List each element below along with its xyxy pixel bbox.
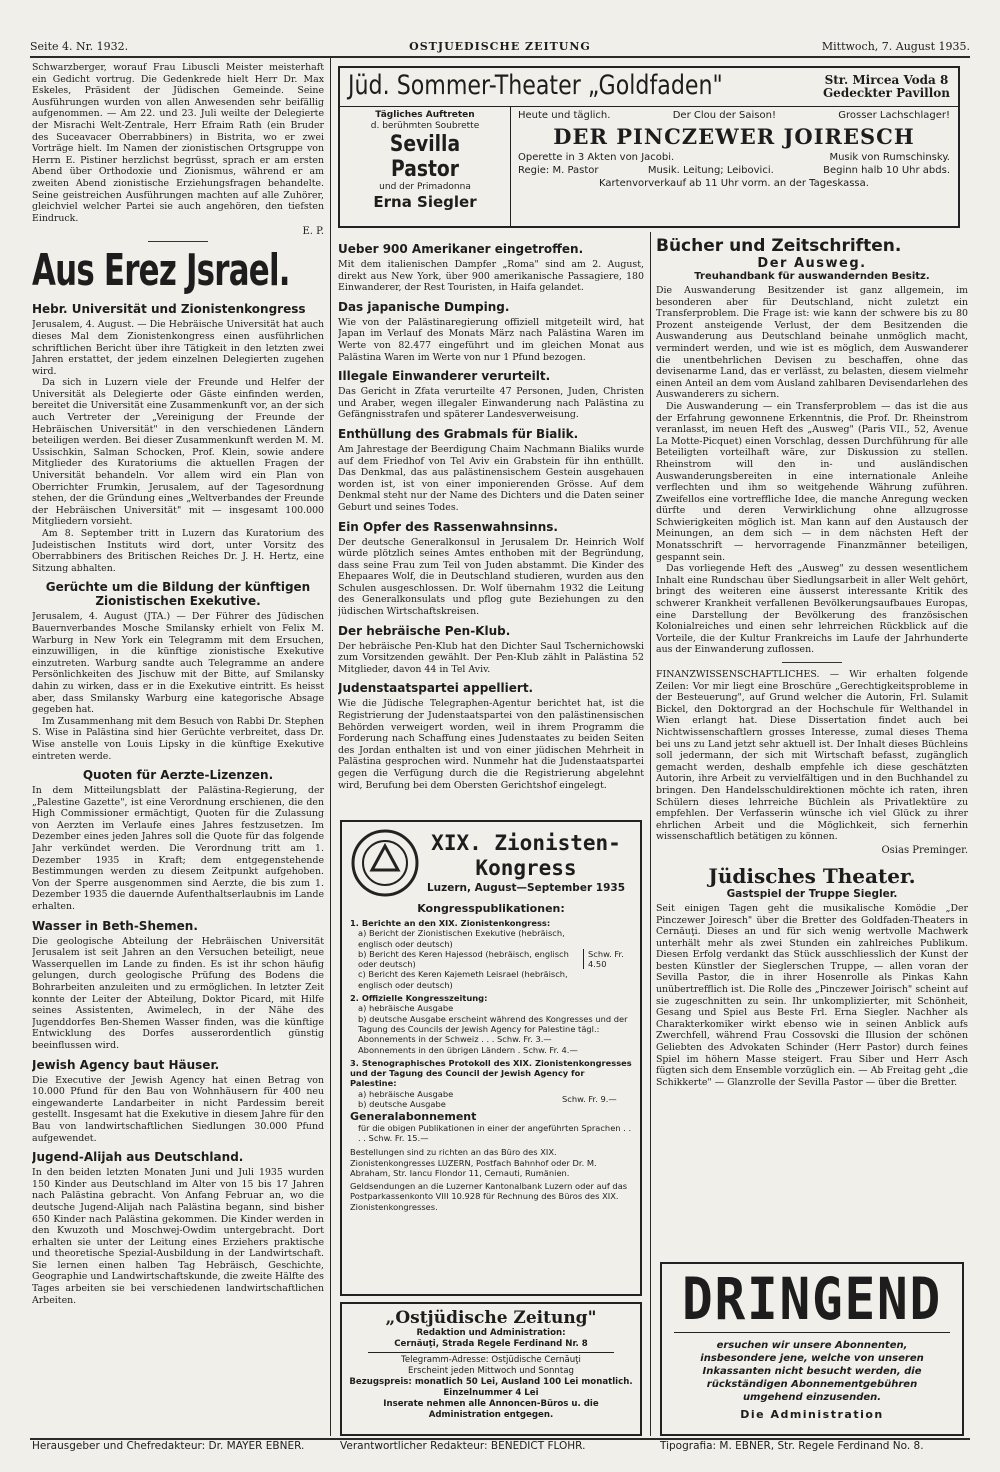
issue-date: Mittwoch, 7. August 1935. — [821, 40, 970, 53]
program-line: Kartenvorverkauf ab 11 Uhr vorm. an der Tageskassa. — [599, 178, 869, 189]
left-column — [32, 62, 324, 1434]
footer-publisher: Herausgeber und Chefredakteur: Dr. MAYER EBNER. — [32, 1440, 305, 1452]
impressum-line: Inserate nehmen alle Annoncen-Büros u. die Administration entgegen. — [383, 1399, 599, 1420]
article-paragraph: Das Gericht in Zfata verurteilte 47 Personen, Juden, Christen und Araber, wegen illegaler Einwanderung nach Palästina zu Gefängnisstrafen und späterer Landesverweisung. — [338, 386, 644, 421]
article-paragraph: Die Auswanderung Besitzender ist ganz allgemein, im besonderen aber für Deutschland, nicht zuletzt ein Transferproblem. Die Frage ist: wie kann der schwere bis zu 80 Prozent ansteigende Verlust, der dem Besitzenden die Auswanderung aus Deutschland beinahe unmöglich macht, vermindert werden, und wie ist es möglich, dem Auswanderer die unentbehrlichen Devisen zu beschaffen, ohne das devisenarme Land, das er verlässt, zu belasten, diesem vielmehr einen Anteil an dem vom Ausland zahlbaren Devisendarlehen des Auswanderers zu sichern. — [656, 285, 968, 401]
article-paragraph: FINANZWISSENSCHAFTLICHES. — Wir erhalten folgende Zeilen: Vor mir liegt eine Broschüre „Gerechtigkeitsprobleme in der Besteuerung", auf Grund welcher die Autorin, Frl. Sulamit Bickel, den Doktorgrad an der Hochschule für Welthandel in Wien erlangt hat. Diese Dissertation findet auch bei Nichtwissenschaftlern grosses Interesse, zumal dieses Thema bei uns zu Land jetzt sehr aktuell ist. Der Inhalt dieses Büchleins soll jedermann, der sich mit Wirtschaft befasst, zugänglich gemacht werden, deshalb empfehle ich diese geschätzten Autorin, ihre Arbeit zu vervielfältigen und in den Buchhandel zu bringen. Den Handelsschuldirektionen möchte ich raten, ihren Schülern dieses lehrreiche Büchlein als Privatlektüre zu empfehlen. Der Verfasserin wünsche ich viel Glück zu ihrer ehrlichen Arbeit und die Möglichkeit, sich fernerhin wissenschaftlich betätigen zu können. — [656, 669, 968, 843]
footer-printer: Tipografia: M. EBNER, Str. Regele Ferdinand No. 8. — [660, 1440, 924, 1452]
article-heading: Illegale Einwanderer verurteilt. — [338, 369, 551, 384]
article-paragraph: Das vorliegende Heft des „Ausweg" zu dessen wesentlichem Inhalt eine Rundschau über Siedlungsarbeit in aller Welt gehört, bringt des weiteren eine äusserst interessante Kritik des schwerer Krankheit verfallenen Bevölkerungsaufbaues Europas, eine Darstellung der Bevölkerung des französischen Kolonialreiches und einen sehr lehrreichen Rückblick auf die Vorteile, die der Kultur Frankreichs im Laufe der Jahrhunderte aus der Einwanderung zuflossen. — [656, 563, 968, 656]
program-line: Beginn halb 10 Uhr abds. — [823, 165, 950, 176]
article-paragraph: Der hebräische Pen-Klub hat den Dichter Saul Tschernichowski zum Vorsitzenden gewählt. Der Pen-Klub zählt in Palästina 52 Mitglieder, davon 44 in Tel Aviv. — [338, 640, 644, 675]
kongress-item: Generalabonnement — [350, 1110, 477, 1124]
article-paragraph: Jerusalem, 4. August. — Die Hebräische Universität hat auch dieses Mal dem Zionistenkongress einen ausführlichen schriftlichen Bericht über ihre Tätigkeit in den letzten zwei Jahren erstattet, der jedem einzelnen Delegierten zugehen wird. — [32, 319, 324, 377]
kongress-item: b) Bericht des Keren Hajessod (hebräisch, englisch oder deutsch) — [358, 948, 569, 970]
article-signature: Osias Preminger. — [881, 844, 968, 856]
article-paragraph: Wie von der Palästinaregierung offiziell mitgeteilt wird, hat Japan im Verlauf des Monats März nach Palästina Waren im Werte von 82.477 eingeführt und im gleichen Monat aus Palästina Waren im Werte von nur 1 Pfund bezogen. — [338, 316, 644, 363]
column-rule-left — [330, 58, 331, 1436]
kongress-list — [350, 918, 632, 1212]
divider — [782, 662, 842, 663]
article-paragraph: Jerusalem, 4. August (JTA.) — Der Führer des Jüdischen Bauernverbandes Mosche Smilansky erhielt von Felix M. Warburg in New York ein Telegramm mit dem Ersuchen, einzuwilligen, in die künftige zionistische Exekutive einzutreten. Warburg sandte auch Telegramme an andere Persönlichkeiten des Jischuw mit der Bitte, auf Smilansky dahin zu wirken, dass er in die Exekutive eintritt. Es heisst aber, dass Smilansky Warburg eine kategorische Absage gegeben hat. — [32, 611, 324, 716]
kongress-item: 2. Offizielle Kongresszeitung: — [350, 993, 488, 1004]
impressum-title: „Ostjüdische Zeitung" — [385, 1308, 597, 1328]
article-heading: Das japanische Dumping. — [338, 299, 510, 314]
article-paragraph: Im Zusammenhang mit dem Besuch von Rabbi Dr. Stephen S. Wise in Palästina sind hier Gerüchte verbreitet, dass Dr. Wise anstelle von Louis Lipsky in die künftige Exekutive eintreten werde. — [32, 715, 324, 762]
article-paragraph: Da sich in Luzern viele der Freunde und Helfer der Universität als Delegierte oder Gäste einfinden werden, bereitet die Universität eine Zusammenkunft vor, an der sich auch Vertreter der „Vereinigung der Freunde der Hebräischen Universität" in den verschiedenen Ländern beteiligen werden. Bei dieser Zusammenkunft werden M. M. Ussischkin, Salman Schocken, Prof. Klein, sowie andere Mitglieder des Kuratoriums die aktuellen Fragen der Universität behandeln. Vor allem wird ein Plan von Oberrichter Frumkin, Jerusalem, auf der Tagesordnung stehen, der die Gründung eines „Weltverbandes der Freunde der Hebräischen Universität" mit — insgesamt 100.000 Mitgliedern vorsieht. — [32, 377, 324, 528]
dringend-text: ersuchen wir unsere Abonnenten, insbesondere jene, welche von unseren Inkassanten nicht besucht werden, die rückständigen Abonnementgebühren umgehend einzusenden. — [700, 1340, 924, 1403]
kongress-emblem-icon — [350, 828, 420, 898]
program-line: Heute und täglich. — [518, 110, 611, 121]
star-name: Sevilla Pastor — [389, 132, 461, 182]
star-name: Erna Siegler — [373, 193, 477, 211]
kongress-item: 3. Stenographisches Protokoll des XIX. Zionistenkongresses und der Tagung des Council der Jewish Agency for Palestine: — [350, 1057, 632, 1089]
kongress-item: für die obigen Publikationen in einer der angeführten Sprachen . . . . Schw. Fr. 15.— — [358, 1122, 632, 1143]
theater-ad — [338, 66, 960, 228]
review-subtitle: Gastspiel der Truppe Siegler. — [726, 887, 898, 900]
impressum-line: Erscheint jeden Mittwoch und Sonntag — [408, 1366, 574, 1376]
kongress-payment-info: Geldsendungen an die Luzerner Kantonalbank Luzern oder auf das Postparkassenkonto VIII 10.928 für Rechnung des Büros des XIX. Zionistenkongresses. — [350, 1181, 628, 1212]
page-header — [30, 40, 970, 54]
play-title: DER PINCZEWER JOIRESCH — [553, 124, 915, 149]
program-line: Operette in 3 Akten von Jacobi. — [518, 152, 675, 163]
column-rule-right — [650, 232, 651, 1436]
kongress-price: Schw. Fr. 9.— — [562, 1093, 617, 1104]
article-heading: Gerüchte um die Bildung der künftigen Zionistischen Exekutive. — [45, 580, 311, 609]
article-paragraph: Am Jahrestage der Beerdigung Chaim Nachmann Bialiks wurde auf dem Friedhof von Tel Aviv ein Grabstein für ihn enthüllt. Das Denkmal, das aus palästinensischem Gestein ausgehauen worden ist, ist von einer imponierenden Grösse. Auf dem Denkmal steht nur der Name des Dichters und die Daten seiner Geburt und seines Todes. — [338, 443, 644, 513]
article-heading: Enthüllung des Grabmals für Bialik. — [338, 426, 579, 441]
program-line: Musik von Rumschinsky. — [829, 152, 950, 163]
article-paragraph: Der deutsche Generalkonsul in Jerusalem Dr. Heinrich Wolf würde plötzlich seines Amtes enthoben mit der Begründung, dass seine Frau zum Teil von Juden abstammt. Die Kinder des Ehepaares Wolf, die in Deutschland studieren, wurden aus den Schulen ausgeschlossen. Dr. Wolf übernahm 1932 die Leitung des Generalkonsulats und pflog gute Beziehungen zu den jüdischen Wirtschaftskreisen. — [338, 536, 644, 618]
article-heading: Ueber 900 Amerikaner eingetroffen. — [338, 242, 584, 256]
article-paragraph: Die Executive der Jewish Agency hat einen Betrag von 10.000 Pfund für den Bau von Wohnhäusern für 400 neu eingewanderte Landarbeiter in nicht Pardessim bereit gestellt. Insgesamt hat die Exekutive in diesem Jahre für den Bau von landwirtschaftlichen Siedlungen 30.000 Pfund aufgewendet. — [32, 1074, 324, 1144]
impressum-line: Cernăuţi, Strada Regele Ferdinand Nr. 8 — [394, 1339, 588, 1349]
section-title-books: Bücher und Zeitschriften. — [656, 236, 902, 256]
theater-venue — [823, 74, 950, 100]
dringend-title: DRINGEND — [682, 1265, 942, 1333]
program-line: Regie: M. Pastor — [518, 165, 599, 176]
kongress-price: Schw. Fr. 4.50 — [583, 949, 632, 970]
right-column — [656, 236, 968, 1258]
kongress-title-line: Kongress — [475, 856, 577, 880]
divider — [148, 241, 208, 242]
section-title-theater: Jüdisches Theater. — [708, 863, 916, 888]
kongress-title — [420, 831, 632, 895]
kongress-title-line: XIX. Zionisten- — [431, 831, 621, 855]
kongress-item: a) Bericht der Zionistischen Exekutive (hebräisch, englisch oder deutsch) — [358, 928, 565, 949]
kongress-item: c) Bericht des Keren Kajemeth Leisrael (hebräisch, englisch oder deutsch) — [358, 969, 568, 990]
intro-signature: E. P. — [302, 226, 324, 238]
kongress-item: b) deutsche Ausgabe — [358, 1099, 446, 1110]
divider — [368, 1352, 614, 1353]
article-heading: Quoten für Aerzte-Lizenzen. — [82, 768, 274, 783]
article-paragraph: Die Auswanderung — ein Transferproblem — das ist die aus der Erfahrung gewonnene Erkenntnis, die Prof. Dr. Rheinstrom veranlasst, im neuen Heft des „Ausweg" (Paris VII., 52, Avenue La Motte-Picquet) einen Vorschlag, dessen Durchführung für alle Beteiligten vorteilhaft wäre, zur Diskussion zu stellen. Rheinstrom will den in- und ausländischen Auswanderungsbereiten in eine internationale Anleihe verflechten und ihm so weitgehende Währung zuführen. Zweifellos eine vortreffliche Idee, die manche Anregung wecken dürfte und deren Verwirklichung ohne allzugrosse Schwierigkeiten möglich ist. Man kann auf den Austausch der Meinungen, an dem sich — in dem nächsten Heft der Monatsschrift — hervorragende Finanzmänner beteiligen, gespannt sein. — [656, 400, 968, 563]
impressum-line: Telegramm-Adresse: Ostjüdische Cernăuţi — [401, 1355, 581, 1365]
review-title: Der Ausweg. — [757, 256, 867, 271]
article-paragraph: Am 8. September tritt in Luzern das Kuratorium des Judeistischen Instituts wird dort, unter Vorsitz des Oberrabbiners des Britischen Reiches Dr. J. H. Hertz, eine Sitzung abhalten. — [32, 528, 324, 574]
kongress-header — [350, 828, 632, 898]
kongress-item: Abonnements in der Schweiz . . . Schw. Fr. 3.— — [358, 1034, 552, 1045]
article-paragraph: Die geologische Abteilung der Hebräischen Universität Jerusalem ist seit Jahren an den Versuchen beteiligt, neue Wasserquellen im Lande zu finden. Es ist ihr schon häufig gelungen, durch geologische Prüfung des Bodens die Bohrarbeiten anzuleiten und zu ermöglichen. In letzter Zeit konnte der Leiter der Abteilung, Doktor Picard, mit Hilfe seines Assistenten, Awimelech, in der Nähe des Jugenddorfes Ben-Shemen Wasser finden, was die künftige Entwicklung des Dorfes ausserordentlich günstig beeinflussen wird. — [32, 935, 324, 1051]
kongress-item: 1. Berichte an den XIX. Zionistenkongress: — [350, 918, 551, 928]
theater-program — [518, 110, 950, 189]
header-rule — [30, 56, 970, 58]
article-heading: Hebr. Universität und Zionistenkongress — [32, 302, 306, 317]
kongress-order-info: Bestellungen sind zu richten an das Büro des XIX. Zionistenkongresses LUZERN, Postfach Bahnhof oder Dr. M. Abraham, Str. Iancu Flondor 11, Cernauti, Rumänien. — [350, 1147, 597, 1178]
article-heading: Wasser in Beth-Shemen. — [32, 918, 198, 933]
kongress-subtitle: Luzern, August—September 1935 — [426, 882, 626, 894]
article-paragraph: Wie die Jüdische Telegraphen-Agentur berichtet hat, ist die Registrierung der Judenstaatspartei von den palästinensischen Behörden verweigert worden, weil in ihrem Programm die Forderung nach Schaffung eines Judenstaates zu beiden Seiten des Jordan enthalten ist und von einer jüdischen Mehrheit in Palästina gesprochen wird. Nunmehr hat die Judenstaatspartei gegen die Verfügung durch die die Registrierung abgelehnt wird, Berufung bei dem Obersten Gerichtshof eingelegt. — [338, 698, 644, 791]
page-number: Seite 4. Nr. 1932. — [30, 40, 129, 53]
cast-line: und der Primadonna — [379, 182, 471, 192]
kongress-item: Abonnements in den übrigen Ländern . Schw. Fr. 4.— — [358, 1044, 578, 1055]
article-heading: Der hebräische Pen-Klub. — [338, 623, 511, 638]
kongress-item: b) deutsche Ausgabe erscheint während des Kongresses und der Tagung des Councils der Jewish Agency for Palestine tägl.: — [358, 1013, 628, 1034]
review-subtitle: Treuhandbank für auswandernden Besitz. — [694, 271, 930, 282]
article-paragraph: Seit einigen Tagen geht die musikalische Komödie „Der Pinczewer Joiresch" über die Bretter des Goldfaden-Theaters in Cernăuţi. Dieses an und für sich wenig wertvolle Machwerk unterhält mehr als zwei Stunden ein zahlreiches Publikum. Diesen Erfolg verdankt das Stück ausschliesslich der Kunst der besten Künstler der Sieglerschen Truppe, — allen voran der Sevilla Pastor, die in ihrer Hosenrolle als Pinkas Kahn unübertrefflich ist. Die Rolle des „Pinczewer Joirisch" scheint auf sie zugeschnitten zu sein. Ihr unkomplizierter, mit Schönheit, Gesang und Spiel aus Beste Frl. Erna Siegler. Nachher als Charakterkomiker wirkt ebenso wie in seinen Anblick aufs Zwerchfell, während Frau Cossovski die Illusion der schönen Geliebten des Advokaten Schinder (Herr Pastor) durch feines Spiel im höhern Masse steigert. Frau Siber und Herr Asch fügten sich dem Ensemble vorzüglich ein. — Ab Freitag geht „die Schikkerte" — Glanzrolle der Sevilla Pastor — über die Bretter. — [656, 902, 968, 1088]
article-paragraph: Mit dem italienischen Dampfer „Roma" sind am 2. August, direkt aus New York, über 900 amerikanische Passagiere, 180 Einwanderer, der Rest Touristen, in Haifa gelandet. — [338, 259, 644, 294]
cast-line: d. berühmten Soubrette — [370, 121, 480, 131]
program-line: Grosser Lachschlager! — [838, 110, 950, 121]
program-line: Musik. Leitung; Leibovici. — [647, 165, 774, 176]
article-heading: Jewish Agency baut Häuser. — [32, 1057, 220, 1072]
dringend-box — [660, 1262, 964, 1436]
article-paragraph: In den beiden letzten Monaten Juni und Juli 1935 wurden 150 Kinder aus Deutschland im Alter von 15 bis 17 Jahren nach Palästina gebracht. Von Anfang Februar an, wo die deutsche Jugend-Alijah nach Palästina begann, sind bisher 650 Kinder nach Palästina gekommen. Die Kinder werden in den Kwuzoth und Moschwej-Owdim untergebracht. Dort erhalten sie unter der Leitung eines Erziehers praktische und theoretische Spezial-Ausbildung in der Landwirtschaft. Sie lernen einen halben Tag Hebräisch, Geschichte, Geographie und Landwirtschaftskunde, die zweite Hälfte des Tages arbeiten sie bei verschiedenen landwirtschaftlichen Arbeiten. — [32, 1167, 324, 1306]
venue-street: Str. Mircea Voda 8 — [824, 73, 949, 87]
dringend-signature: Die Administration — [740, 1408, 884, 1421]
impressum-box — [340, 1302, 642, 1436]
theater-cast — [340, 106, 511, 226]
impressum-line: Bezugspreis: monatlich 50 Lei, Ausland 100 Lei monatlich. Einzelnummer 4 Lei — [349, 1377, 633, 1398]
intro-paragraph: Schwarzberger, worauf Frau Libuscli Meister meisterhaft ein Gedicht vortrug. Die Gedenkrede hielt Herr Dr. Max Eskeles, Präsident der Jüdischen Gemeinde. Seine Ausführungen wurden von allen Anwesenden sehr beifällig aufgenommen. — Am 22. und 23. Juli weilte der Delegierte der Misrachi Welt-Zentrale, Herr Efraim Rath (ein Bruder des Suceavacer Oberrabbiners) in Bistrita, wo er zwei Vorträge hielt. Im Namen der zionistischen Ortsgruppe von Herrn E. Pistiner herzlichst begrüsst, sprach er am ersten Abend über Orthodoxie und Zionismus, während er am zweiten Abend zionistische Erziehungsfragen behandelte. Seine geistreichen Ausführungen machten auf alle Zuhörer, gleichviel welcher Partei sie auch angehören, den tiefsten Eindruck. — [32, 62, 324, 224]
article-heading: Judenstaatspartei appelliert. — [338, 681, 534, 696]
impressum-line: Redaktion und Administration: — [416, 1328, 566, 1338]
venue-pavilion: Gedeckter Pavillon — [822, 86, 950, 100]
article-heading: Ein Opfer des Rassenwahnsinns. — [338, 519, 558, 534]
kongress-item: a) hebräische Ausgabe — [358, 1088, 454, 1099]
program-line: Der Clou der Saison! — [672, 110, 776, 121]
theater-title: Jüd. Sommer-Theater „Goldfaden" — [348, 70, 723, 101]
kongress-item: a) hebräische Ausgabe — [358, 1003, 454, 1014]
middle-column — [338, 236, 644, 814]
section-title-erez-israel: Aus Erez Jsrael. — [32, 245, 290, 297]
kongress-publications-heading: Kongresspublikationen: — [417, 902, 565, 915]
article-heading: Jugend-Alijah aus Deutschland. — [32, 1150, 244, 1165]
footer-editor: Verantwortlicher Redakteur: BENEDICT FLOHR. — [340, 1440, 586, 1452]
kongress-ad — [340, 820, 642, 1296]
article-paragraph: In dem Mitteilungsblatt der Palästina-Regierung, der „Palestine Gazette", ist eine Verordnung erschienen, die den High Commissioner ermächtigt, Quoten für die Zulassung von Aerzten im Verlaufe eines Jahres festzusetzen. Im Dezember eines jeden Jahres soll die Quote für das folgende Jahr verkündet werden. Die Verordnung tritt am 1. Dezember 1935 in Kraft; dem entgegenstehende Bestimmungen werden zu diesem Zeitpunkt aufgehoben. Von der Sperre ausgenommen sind Aerzte, die bis zum 1. Dezember 1935 die dauernde Aufenthaltserlaubnis im Lande erhalten. — [32, 785, 324, 913]
cast-line: Tägliches Auftreten — [375, 110, 475, 120]
newspaper-title: OSTJUEDISCHE ZEITUNG — [409, 40, 591, 53]
